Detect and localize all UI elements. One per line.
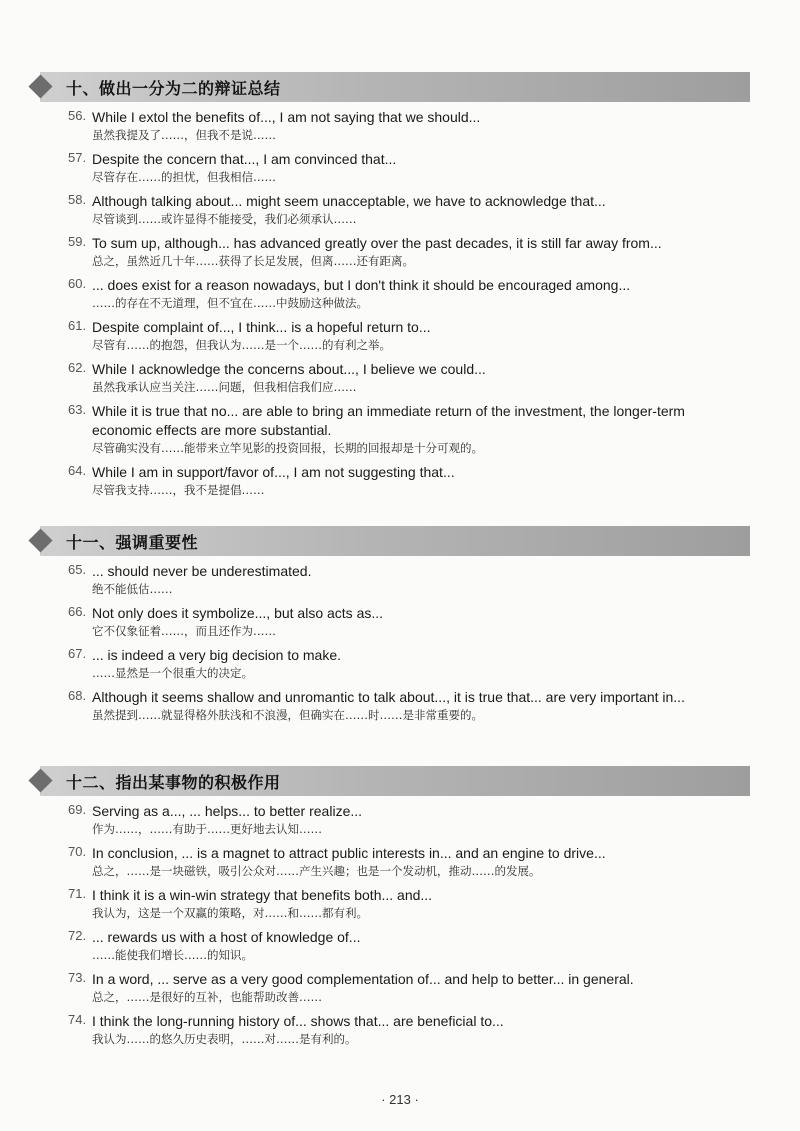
item-number: 57. (68, 150, 87, 165)
section-header (40, 766, 750, 796)
phrase-item (30, 562, 750, 598)
page-number: · 213 · (381, 1092, 419, 1107)
item-number: 74. (68, 1012, 87, 1027)
item-number: 60. (68, 276, 87, 291)
diamond-bullet-icon (28, 768, 52, 792)
item-number: 68. (68, 688, 87, 703)
english-phrase: While I extol the benefits of..., I am not saying that we should... (92, 109, 481, 125)
chinese-translation: 它不仅象征着……，而且还作为…… (92, 624, 276, 638)
chinese-translation: 虽然提到……就显得格外肤浅和不浪漫，但确实在……时……是非常重要的。 (92, 708, 483, 722)
item-number: 66. (68, 604, 87, 619)
english-phrase: Despite complaint of..., I think... is a hopeful return to... (92, 319, 431, 335)
chinese-translation: ……能使我们增长……的知识。 (92, 948, 253, 962)
item-number: 56. (68, 108, 87, 123)
english-phrase: To sum up, although... has advanced greatly over the past decades, it is still far away from... (92, 235, 662, 251)
phrase-item (30, 844, 750, 880)
chinese-translation: 尽管我支持……，我不是提倡…… (92, 483, 265, 497)
english-phrase: Although talking about... might seem unacceptable, we have to acknowledge that... (92, 193, 606, 209)
english-phrase: ... is indeed a very big decision to make. (92, 647, 342, 663)
phrase-item (30, 1012, 750, 1048)
item-number: 61. (68, 318, 87, 333)
diamond-bullet-icon (28, 74, 52, 98)
chinese-translation: 我认为……的悠久历史表明，……对……是有利的。 (92, 1032, 357, 1046)
item-number: 71. (68, 886, 87, 901)
english-phrase: Serving as a..., ... helps... to better realize... (92, 803, 363, 819)
item-number: 64. (68, 463, 87, 478)
english-phrase: Although it seems shallow and unromantic to talk about..., it is true that... are very important in... (92, 689, 685, 705)
english-phrase: I think it is a win-win strategy that benefits both... and... (92, 887, 433, 903)
chinese-translation: 总之，……是很好的互补，也能帮助改善…… (92, 990, 322, 1004)
english-phrase: I think the long-running history of... shows that... are beneficial to... (92, 1013, 504, 1029)
english-phrase: ... does exist for a reason nowadays, but I don't think it should be encouraged among... (92, 277, 631, 293)
english-phrase: While it is true that no... are able to bring an immediate return of the investment, the longer-term economic effects are more substantial. (92, 403, 685, 438)
phrase-item (30, 604, 750, 640)
english-phrase: Despite the concern that..., I am convinced that... (92, 151, 397, 167)
phrase-item (30, 402, 750, 457)
phrase-item (30, 192, 750, 228)
phrase-item (30, 463, 750, 499)
phrase-item (30, 970, 750, 1006)
phrase-item (30, 928, 750, 964)
chinese-translation: 尽管存在……的担忧，但我相信…… (92, 170, 276, 184)
phrase-item (30, 646, 750, 682)
english-phrase: While I am in support/favor of..., I am not suggesting that... (92, 464, 455, 480)
chinese-translation: 绝不能低估…… (92, 582, 173, 596)
item-number: 62. (68, 360, 87, 375)
chinese-translation: 虽然我提及了……，但我不是说…… (92, 128, 276, 142)
phrase-item (30, 318, 750, 354)
item-number: 58. (68, 192, 87, 207)
english-phrase: In conclusion, ... is a magnet to attract public interests in... and an engine to drive... (92, 845, 606, 861)
phrase-item (30, 150, 750, 186)
item-number: 72. (68, 928, 87, 943)
section-header (40, 526, 750, 556)
item-number: 73. (68, 970, 87, 985)
section-emphasize-importance (30, 526, 750, 730)
chinese-translation: ……显然是一个很重大的决定。 (92, 666, 253, 680)
section-title: 十、做出一分为二的辩证总结 (66, 78, 281, 98)
phrase-item (30, 360, 750, 396)
phrase-item (30, 234, 750, 270)
english-phrase: In a word, ... serve as a very good complementation of... and help to better... in general. (92, 971, 634, 987)
english-phrase: ... rewards us with a host of knowledge of... (92, 929, 361, 945)
chinese-translation: 尽管有……的抱怨，但我认为……是一个……的有利之举。 (92, 338, 391, 352)
item-number: 59. (68, 234, 87, 249)
item-number: 63. (68, 402, 87, 417)
phrase-item (30, 276, 750, 312)
section-dialectical-summary (30, 72, 750, 505)
section-title: 十一、强调重要性 (66, 532, 199, 552)
diamond-bullet-icon (28, 528, 52, 552)
section-header (40, 72, 750, 102)
item-number: 70. (68, 844, 87, 859)
english-phrase: While I acknowledge the concerns about..., I believe we could... (92, 361, 486, 377)
section-positive-effects (30, 766, 750, 1054)
chinese-translation: 尽管确实没有……能带来立竿见影的投资回报，长期的回报却是十分可观的。 (92, 441, 483, 455)
phrase-item (30, 802, 750, 838)
chinese-translation: 我认为，这是一个双赢的策略，对……和……都有利。 (92, 906, 368, 920)
phrase-item (30, 108, 750, 144)
section-title: 十二、指出某事物的积极作用 (66, 772, 281, 792)
english-phrase: ... should never be underestimated. (92, 563, 312, 579)
chinese-translation: 作为……，……有助于……更好地去认知…… (92, 822, 322, 836)
phrase-item (30, 886, 750, 922)
chinese-translation: 总之，……是一块磁铁，吸引公众对……产生兴趣；也是一个发动机，推动……的发展。 (92, 864, 541, 878)
chinese-translation: ……的存在不无道理，但不宜在……中鼓励这种做法。 (92, 296, 368, 310)
item-number: 65. (68, 562, 87, 577)
chinese-translation: 尽管谈到……或许显得不能接受，我们必须承认…… (92, 212, 357, 226)
item-number: 69. (68, 802, 87, 817)
chinese-translation: 总之，虽然近几十年……获得了长足发展，但离……还有距离。 (92, 254, 414, 268)
item-number: 67. (68, 646, 87, 661)
phrase-item (30, 688, 750, 724)
chinese-translation: 虽然我承认应当关注……问题，但我相信我们应…… (92, 380, 357, 394)
english-phrase: Not only does it symbolize..., but also acts as... (92, 605, 384, 621)
